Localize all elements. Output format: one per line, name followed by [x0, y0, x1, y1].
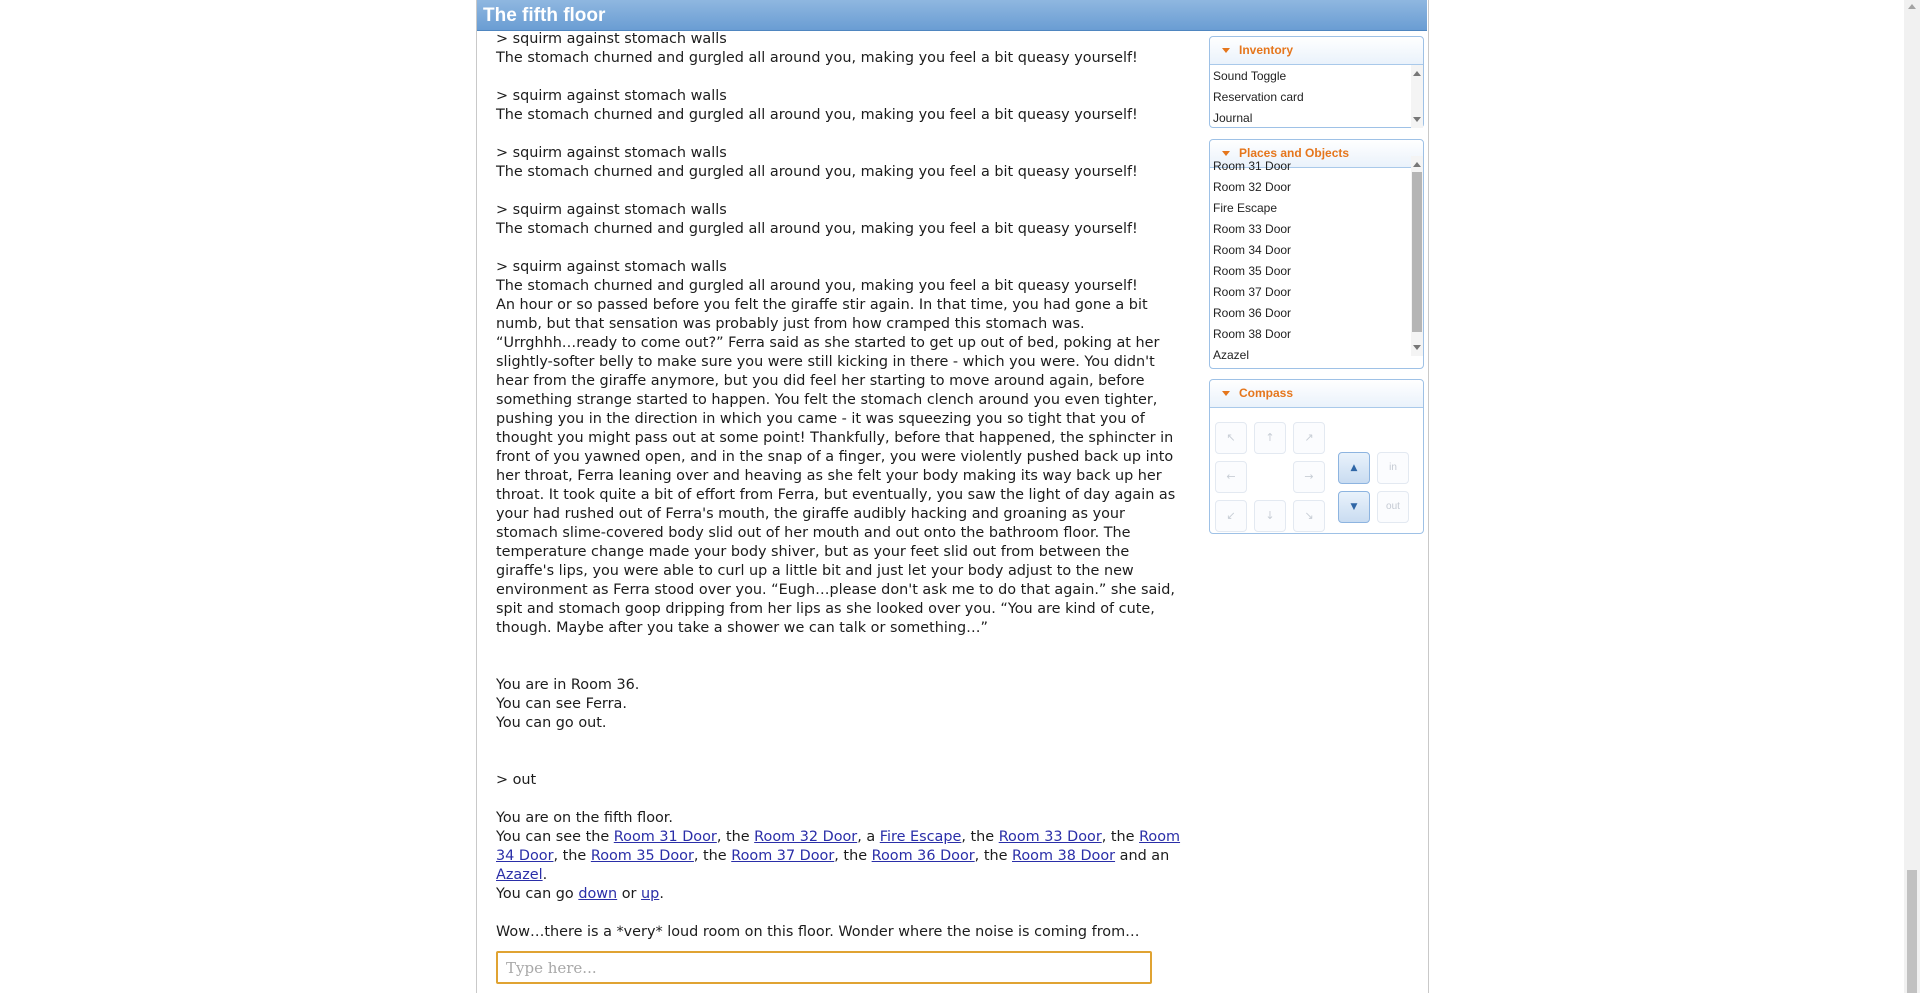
game-output — [496, 30, 1190, 942]
scroll-down-icon — [1413, 345, 1421, 350]
text-fragment: , the — [716, 829, 755, 845]
command-echo: > out — [496, 772, 537, 788]
command-echo: > squirm against stomach walls — [496, 31, 727, 47]
places-item[interactable]: Azazel — [1213, 348, 1250, 362]
inventory-item[interactable]: Sound Toggle — [1213, 69, 1287, 83]
title-bar — [477, 0, 1427, 31]
places-item[interactable]: Room 37 Door — [1213, 285, 1292, 299]
compass-grid — [1210, 408, 1423, 534]
command-echo: > squirm against stomach walls — [496, 145, 727, 161]
link-room-33-door[interactable]: Room 33 Door — [998, 829, 1102, 845]
text-fragment: and an — [1115, 848, 1170, 864]
story-text: “Urrghhh…ready to come out?” Ferra said as she started to get up out of bed, poking at her slightly-softer belly to make sure you were still kicking in there - which you were. You didn't hear from the giraffe anymore, but you did feel her starting to move around again, before something strange started to happen. You felt the stomach clench around you even tighter, pushing you in the direction in which you came - it was squeezing you so tight that you of thought you might pass out at some point! Thankfully, before that happened, the sphincter in front of you yawned open, and in the snap of a finger, you were violently pushed back up into her throat, Ferra leaning over and heaving as she felt your body making its way back up her throat. It took quite a bit of effort from Ferra, but eventually, you saw the light of day again as your had rushed out of Ferra's mouth, the giraffe audibly hacking and groaning as your stomach slime-covered body slid out of her mouth and out onto the bathroom floor. The temperature change made your body shiver, but as your feet slid out from between the giraffe's lips, you were able to curl up a little bit and just let your body adjust to the new environment as Ferra stood over you. “Eugh…please don't ask me to do that again.” she said, spit and stomach goop dripping from her lips as she looked over you. “You are kind of cute, though. Maybe after you take a shower we can talk or something…” — [496, 335, 1176, 636]
exits-line — [496, 885, 1190, 904]
response-text: The stomach churned and gurgled all around you, making you feel a bit queasy yourself! — [496, 278, 1138, 294]
scroll-up-icon — [1908, 4, 1916, 9]
places-item[interactable]: Fire Escape — [1213, 201, 1278, 215]
command-echo: > squirm against stomach walls — [496, 88, 727, 104]
places-item[interactable]: Room 38 Door — [1213, 327, 1292, 341]
link-room-35-door[interactable]: Room 35 Door — [590, 848, 694, 864]
south-arrow-icon[interactable]: ↓ — [1254, 500, 1286, 532]
text-fragment: , the — [834, 848, 872, 864]
link-room-32-door[interactable]: Room 32 Door — [754, 829, 858, 845]
places-title: Places and Objects — [1239, 146, 1350, 160]
link-room-37-door[interactable]: Room 37 Door — [731, 848, 835, 864]
inventory-title: Inventory — [1239, 43, 1294, 57]
scroll-thumb[interactable] — [1412, 172, 1422, 332]
compass-title: Compass — [1239, 386, 1294, 400]
compass-header[interactable] — [1210, 380, 1423, 408]
places-item[interactable]: Room 31 Door — [1213, 159, 1292, 173]
places-panel — [1209, 139, 1424, 369]
room-exits: You can go out. — [496, 715, 607, 731]
places-list — [1210, 156, 1423, 362]
story-text: An hour or so passed before you felt the giraffe stir again. In that time, you had gone a bit numb, but that sensation was probably just from how cramped this stomach was. — [496, 297, 1148, 332]
inventory-item[interactable]: Reservation card — [1213, 90, 1304, 104]
up-button[interactable]: ▲ — [1338, 452, 1370, 484]
inventory-scrollbar[interactable] — [1411, 65, 1423, 128]
visible-objects — [496, 828, 1190, 885]
inventory-list — [1210, 65, 1423, 128]
places-scrollbar[interactable] — [1411, 156, 1423, 356]
places-item[interactable]: Room 32 Door — [1213, 180, 1292, 194]
places-item[interactable]: Room 33 Door — [1213, 222, 1292, 236]
text-fragment: You can go — [496, 886, 579, 902]
command-echo: > squirm against stomach walls — [496, 202, 727, 218]
inventory-item[interactable]: Journal — [1213, 111, 1253, 125]
text-fragment: , the — [1101, 829, 1140, 845]
link-room-34-door[interactable]: Room 34 Door — [496, 829, 1181, 864]
link-azazel[interactable]: Azazel — [496, 867, 543, 883]
response-text: The stomach churned and gurgled all around you, making you feel a bit queasy yourself! — [496, 107, 1138, 123]
north-arrow-icon[interactable]: ↑ — [1254, 422, 1286, 454]
link-up[interactable]: up — [641, 886, 660, 902]
command-echo: > squirm against stomach walls — [496, 259, 727, 275]
text-fragment: You can see the — [496, 829, 614, 845]
link-room-36-door[interactable]: Room 36 Door — [871, 848, 975, 864]
inventory-header[interactable] — [1210, 37, 1423, 65]
page-scroll-thumb[interactable] — [1907, 870, 1917, 993]
response-text: The stomach churned and gurgled all around you, making you feel a bit queasy yourself! — [496, 164, 1138, 180]
out-button[interactable]: out — [1377, 491, 1409, 523]
link-room-38-door[interactable]: Room 38 Door — [1012, 848, 1116, 864]
text-fragment: , the — [553, 848, 591, 864]
text-fragment: or — [617, 886, 642, 902]
scroll-up-icon — [1413, 162, 1421, 167]
command-input[interactable] — [496, 951, 1152, 984]
inventory-panel — [1209, 36, 1424, 128]
in-button[interactable]: in — [1377, 452, 1409, 484]
northwest-arrow-icon[interactable]: ↖ — [1215, 422, 1247, 454]
text-fragment: , a — [857, 829, 880, 845]
text-fragment: . — [659, 886, 664, 902]
flavor-text: Wow…there is a *very* loud room on this floor. Wonder where the noise is coming from… — [496, 924, 1140, 940]
response-text: The stomach churned and gurgled all around you, making you feel a bit queasy yourself! — [496, 50, 1138, 66]
compass-panel — [1209, 379, 1424, 534]
places-item[interactable]: Room 34 Door — [1213, 243, 1292, 257]
west-arrow-icon[interactable]: ← — [1215, 461, 1247, 493]
east-arrow-icon[interactable]: → — [1293, 461, 1325, 493]
page-title: The fifth floor — [483, 5, 606, 26]
places-item[interactable]: Room 36 Door — [1213, 306, 1292, 320]
link-room-31-door[interactable]: Room 31 Door — [613, 829, 717, 845]
room-contents: You can see Ferra. — [496, 696, 627, 712]
page-scrollbar[interactable] — [1904, 0, 1920, 993]
link-down[interactable]: down — [578, 886, 618, 902]
southeast-arrow-icon[interactable]: ↘ — [1293, 500, 1325, 532]
places-item[interactable]: Room 35 Door — [1213, 264, 1292, 278]
northeast-arrow-icon[interactable]: ↗ — [1293, 422, 1325, 454]
text-fragment: . — [542, 867, 548, 883]
text-fragment: , the — [961, 829, 999, 845]
scroll-down-icon — [1413, 117, 1421, 122]
response-text: The stomach churned and gurgled all around you, making you feel a bit queasy yourself! — [496, 221, 1138, 237]
down-button[interactable]: ▼ — [1338, 491, 1370, 523]
link-fire-escape[interactable]: Fire Escape — [879, 829, 962, 845]
scroll-up-icon — [1413, 71, 1421, 76]
collapse-triangle-icon — [1222, 48, 1230, 53]
room-description: You are in Room 36. — [496, 677, 640, 693]
southwest-arrow-icon[interactable]: ↙ — [1215, 500, 1247, 532]
location-description: You are on the fifth floor. — [496, 810, 673, 826]
collapse-triangle-icon — [1222, 391, 1230, 396]
text-fragment: , the — [974, 848, 1013, 864]
text-fragment: , the — [693, 848, 732, 864]
